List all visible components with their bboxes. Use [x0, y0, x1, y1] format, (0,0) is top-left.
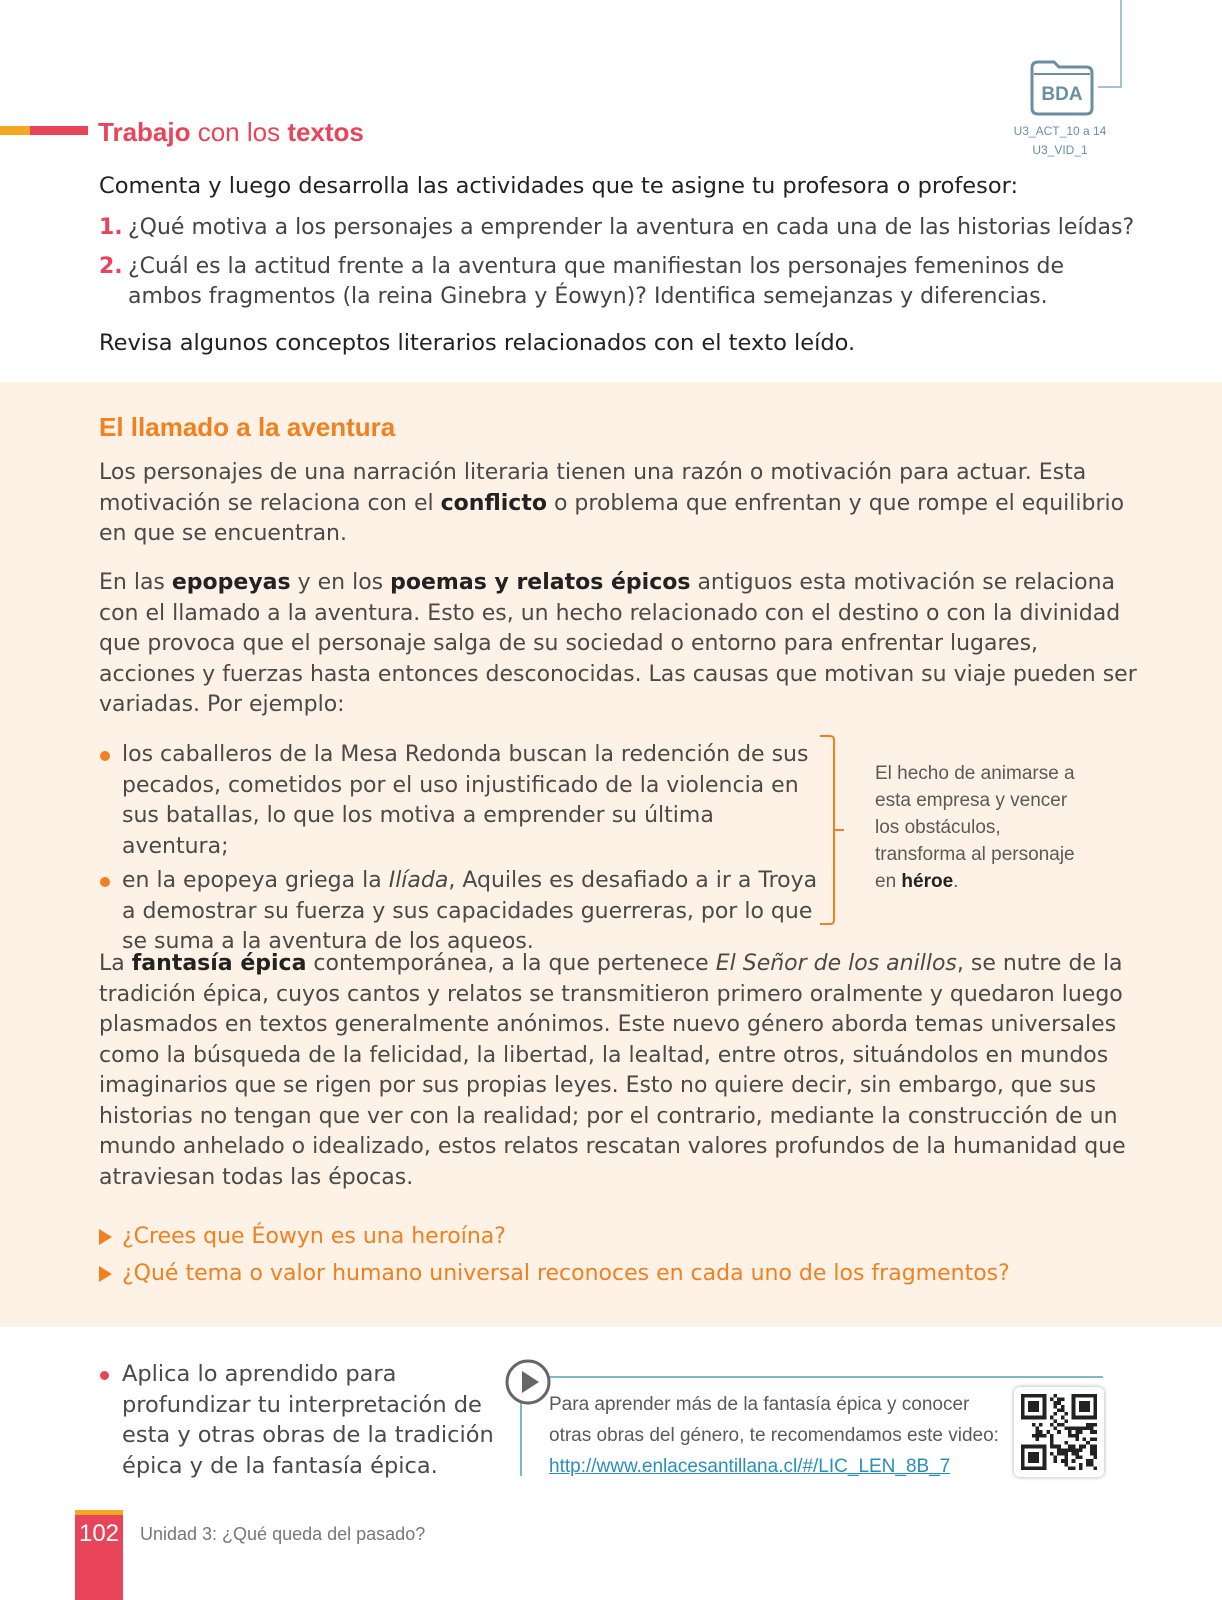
question-item	[99, 213, 1139, 243]
title-senor-anillos: El Señor de los anillos	[715, 951, 957, 976]
bda-folder-icon[interactable]	[1026, 58, 1098, 118]
bda-connector-vertical	[1120, 0, 1122, 88]
intro-revisa: Revisa algunos conceptos literarios relacionados con el texto leído.	[99, 330, 856, 356]
bullet-dot	[100, 877, 110, 887]
bracket-connector	[818, 734, 848, 926]
page-tab-accent	[75, 1510, 123, 1515]
side-note: El hecho de animarse a esta empresa y vencer los obstáculos, transforma al personaje en héroe.	[875, 763, 1075, 892]
intro-lead: Comenta y luego desarrolla las actividades que te asigne tu profesora o profesor:	[99, 173, 1019, 199]
title-iliada: Ilíada	[388, 868, 449, 893]
term-epopeyas: epopeyas	[171, 570, 291, 595]
term-poemas-relatos: poemas y relatos épicos	[390, 570, 691, 595]
term-fantasia-epica: fantasía épica	[131, 951, 307, 976]
concept-paragraph-3: La fantasía épica contemporánea, a la que pertenece El Señor de los anillos, se nutre de la tradición épica, cuyos cantos y relatos se transmitieron primero oralmente y quedaron luego plasmados en textos generalmente anónimos. Este nuevo género aborda temas universales como la búsqueda de la felicidad, la libertad, la lealtad, entre otros, situándolos en mundos imaginarios que se rigen por sus propias leyes. Esto no quiere decir, sin embargo, que sus historias no tengan que ver con la realidad; por el contrario, mediante la construcción de un mundo anhelado o idealizado, estos relatos rescatan valores profundos de la humanidad que atraviesan todas las épocas.	[99, 951, 1126, 1190]
reflection-question: ¿Crees que Éowyn es una heroína?	[99, 1222, 1159, 1252]
bda-codes	[1010, 122, 1110, 160]
example-item: en la epopeya griega la Ilíada, Aquiles es desafiado a ir a Troya a demostrar su fuerza y sus capacidades guerreras, por lo que se suma a la aventura de los aqueos.	[99, 866, 819, 958]
reflection-question: ¿Qué tema o valor humano universal reconoces en cada uno de los fragmentos?	[99, 1259, 1159, 1289]
header-bar-orange	[0, 126, 30, 135]
question-number: 1.	[99, 215, 123, 240]
video-divider	[521, 1376, 1103, 1378]
section-title: Trabajo con los textos	[98, 117, 364, 147]
triangle-bullet-icon	[99, 1266, 112, 1282]
play-icon[interactable]	[505, 1359, 551, 1405]
question-item	[99, 252, 1139, 312]
header-bar-red	[30, 126, 88, 135]
bullet-dot	[100, 1371, 109, 1380]
bda-code-video: U3_VID_1	[1032, 143, 1088, 157]
bullet-dot	[100, 751, 110, 761]
apply-bullet: Aplica lo aprendido para profundizar tu interpretación de esta y otras obras de la tradición épica y de la fantasía épica.	[99, 1359, 509, 1481]
reflection-questions	[99, 1222, 1159, 1296]
concept-paragraph-1: Los personajes de una narración literaria tienen una razón o motivación para actuar. Esta motivación se relaciona con el conflicto o problema que enfrentan y que rompe el equilibrio en que se encuentran.	[99, 460, 1125, 546]
question-text: ¿Cuál es la actitud frente a la aventura que manifiestan los personajes femeninos de ambos fragmentos (la reina Ginebra y Éowyn)? Identifica semejanzas y diferencias.	[128, 254, 1065, 309]
question-text: ¿Qué motiva a los personajes a emprender la aventura en cada una de las historias leídas?	[128, 215, 1135, 240]
concept-paragraph-2: En las epopeyas y en los poemas y relatos épicos antiguos esta motivación se relaciona con el llamado a la aventura. Esto es, un hecho relacionado con el destino o con la divinidad que provoca que el personaje salga de su sociedad o entorno para enfrentar lugares, acciones y fuerzas hasta entonces desconocidas. Las causas que motivan su viaje pueden ser variadas. Por ejemplo:	[99, 570, 1137, 717]
question-list	[99, 213, 1139, 321]
bda-code-activities: U3_ACT_10 a 14	[1013, 124, 1107, 138]
example-item: los caballeros de la Mesa Redonda buscan la redención de sus pecados, cometidos por el uso injustificado de la violencia en sus batallas, lo que los motiva a emprender su última aventura;	[99, 740, 819, 862]
video-link[interactable]: http://www.enlacesantillana.cl/#/LIC_LEN_8B_7	[549, 1456, 951, 1477]
page-number: 102	[78, 1520, 120, 1547]
bda-connector-horizontal	[1098, 86, 1122, 88]
triangle-bullet-icon	[99, 1229, 112, 1245]
qr-code	[1014, 1387, 1104, 1477]
term-conflicto: conflicto	[440, 490, 547, 516]
unit-label: Unidad 3: ¿Qué queda del pasado?	[140, 1524, 426, 1544]
term-heroe: héroe	[901, 871, 954, 892]
bda-label: BDA	[1041, 84, 1083, 105]
example-list	[99, 740, 819, 962]
qr-code-pattern	[1021, 1394, 1097, 1470]
video-description: Para aprender más de la fantasía épica y conocer otras obras del género, te recomendamos este video: http://www.enlacesantillana.cl/#/LIC_LEN_8B_7	[549, 1394, 999, 1477]
question-number: 2.	[99, 254, 123, 279]
concept-title: El llamado a la aventura	[99, 412, 396, 442]
